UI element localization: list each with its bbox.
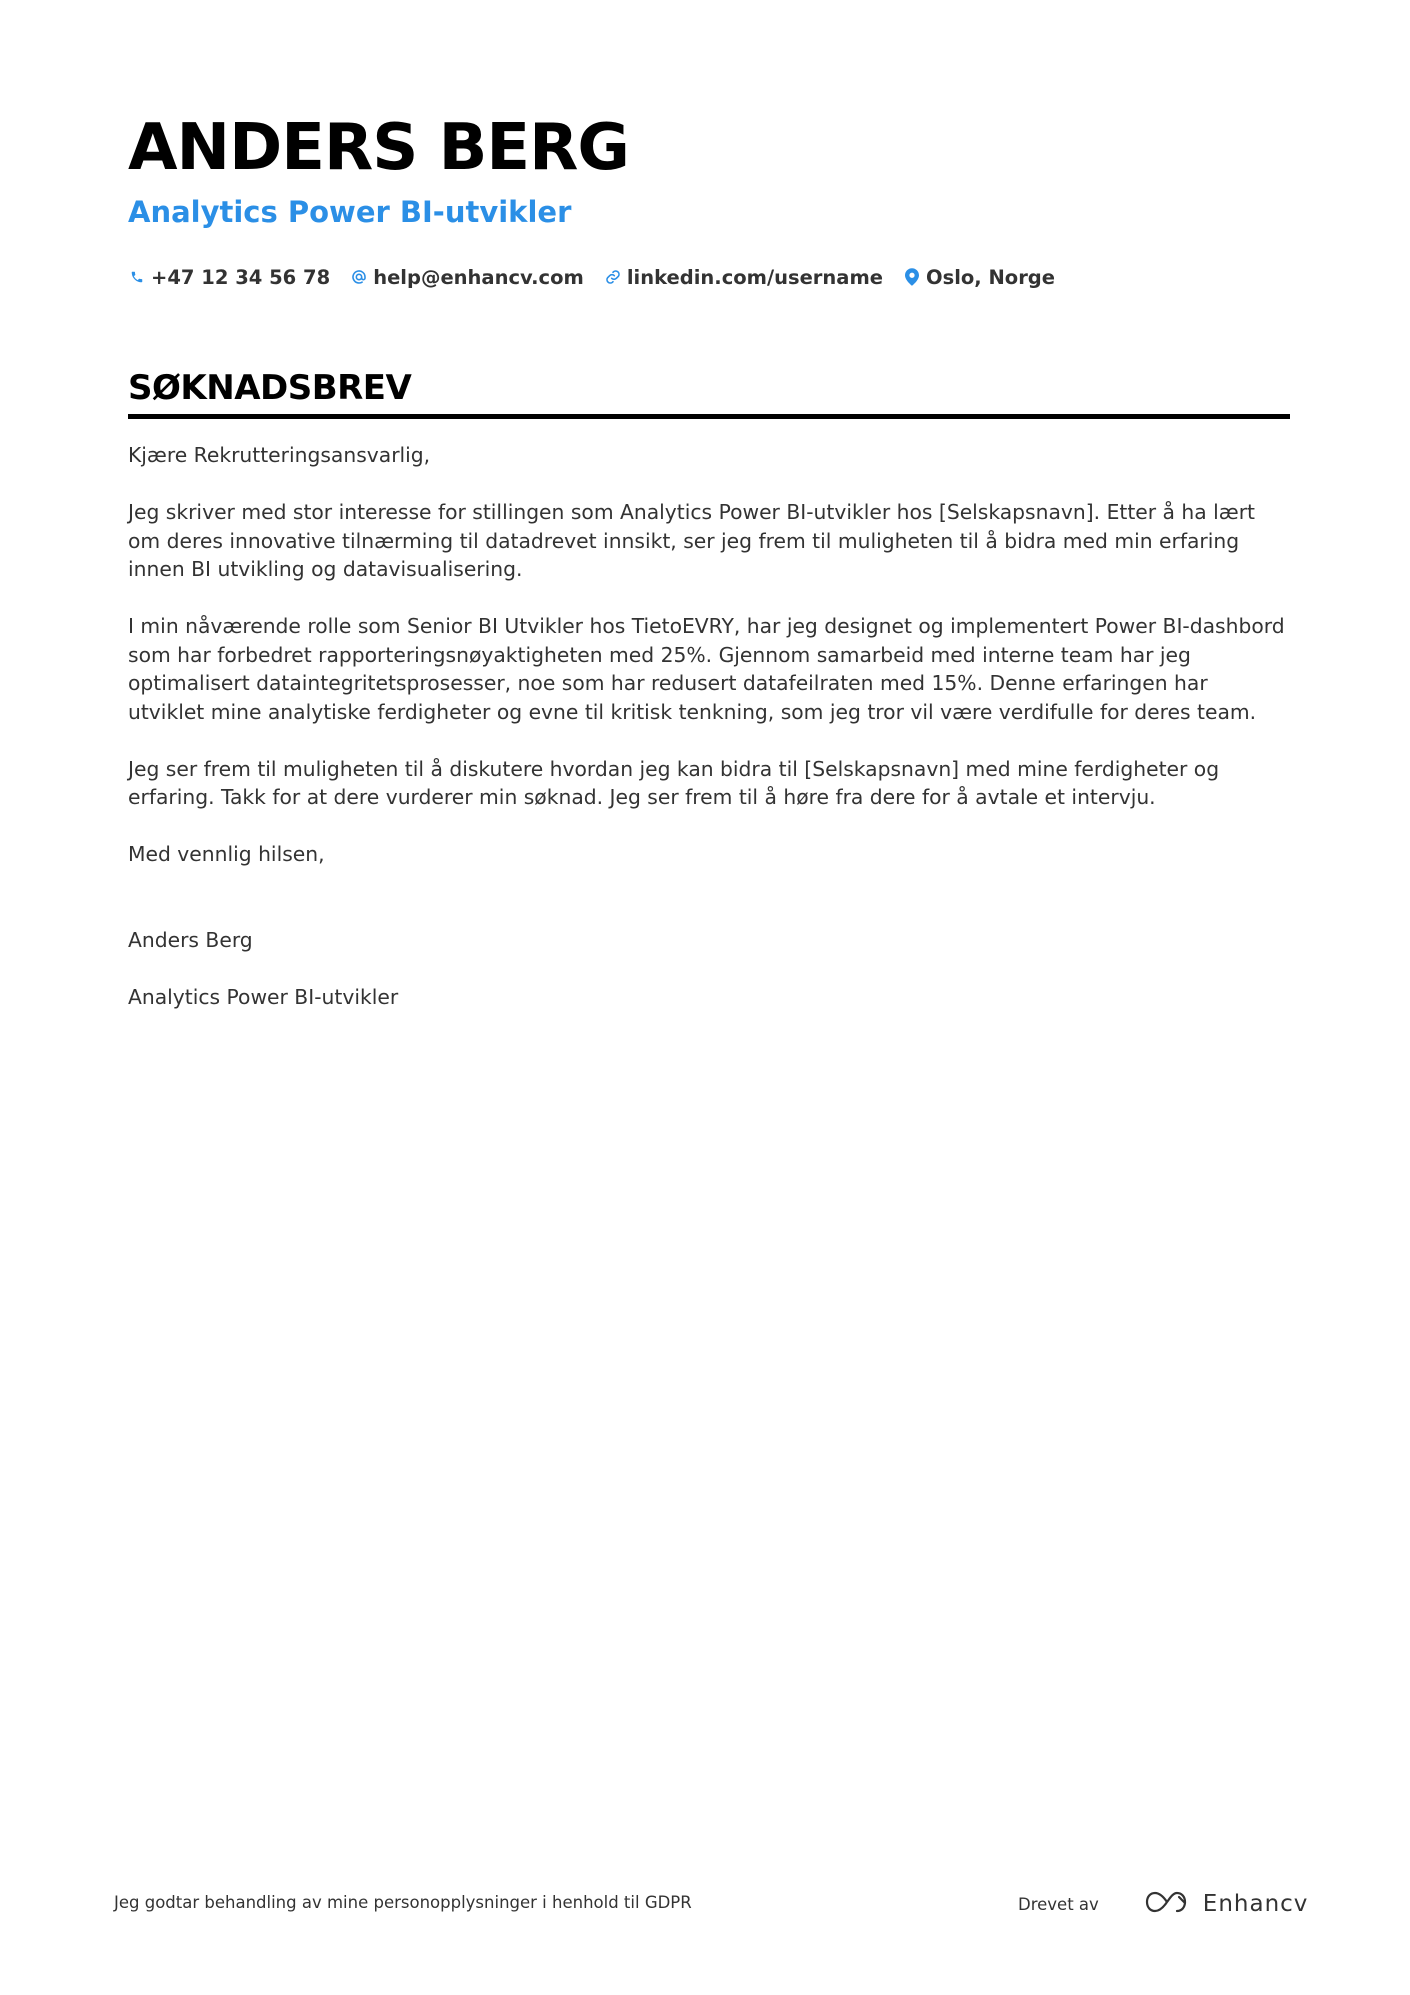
salutation: Kjære Rekrutteringsansvarlig, [128, 443, 431, 467]
candidate-name: ANDERS BERG [128, 111, 629, 185]
paragraph-closing: Jeg ser frem til muligheten til å diskutere hvordan jeg kan bidra til [Selskapsnavn] med mine ferdigheter og erfaring. Takk for at dere vurderer min søknad. Jeg ser frem til å høre fra dere for å avtale et intervju. [128, 756, 1220, 809]
section-title: SØKNADSBREV [128, 368, 412, 408]
contact-linkedin [604, 266, 883, 289]
resume-header [128, 108, 1288, 292]
letter-body [128, 441, 1290, 1011]
infinity-logo-icon [1143, 1889, 1191, 1920]
gdpr-consent: Jeg godtar behandling av mine personopplysninger i henhold til GDPR [114, 1893, 692, 1912]
email-address: help@enhancv.com [373, 265, 584, 289]
powered-by-label: Drevet av [1018, 1894, 1099, 1914]
at-icon [350, 266, 368, 288]
enhancv-logo[interactable] [1143, 1889, 1309, 1920]
powered-by [1018, 1884, 1308, 1924]
signature-title: Analytics Power BI-utvikler [128, 984, 399, 1009]
contact-location [903, 266, 1055, 289]
cover-letter-section [128, 366, 1290, 1040]
contact-phone [128, 266, 330, 289]
phone-number: +47 12 34 56 78 [151, 265, 331, 289]
location: Oslo, Norge [926, 265, 1055, 289]
contact-email [350, 266, 584, 289]
paragraph-experience: I min nåværende rolle som Senior BI Utvikler hos TietoEVRY, har jeg designet og implementert Power BI-dashbord som har forbedret rapporteringsnøyaktigheten med 25%. Gjennom samarbeid med interne team har jeg optimalisert dataintegritetsprosesser, noe som har redusert datafeilraten med 15%. Denne erfaringen har utviklet mine analytiske ferdigheter og evne til kritisk tenkning, som jeg tror vil være verdifulle for deres team. [128, 614, 1285, 724]
phone-icon [128, 266, 146, 288]
section-divider [128, 414, 1290, 419]
contact-bar [128, 262, 1288, 292]
logo-wordmark: Enhancv [1202, 1891, 1309, 1917]
linkedin-url: linkedin.com/username [626, 265, 884, 289]
signature-name: Anders Berg [128, 927, 253, 952]
candidate-title: Analytics Power BI-utvikler [128, 195, 572, 229]
closing-phrase: Med vennlig hilsen, [128, 842, 325, 866]
link-icon [604, 266, 622, 288]
location-pin-icon [903, 266, 921, 288]
paragraph-intro: Jeg skriver med stor interesse for stillingen som Analytics Power BI-utvikler hos [Selskapsnavn]. Etter å ha lært om deres innovative tilnærming til datadrevet innsikt, ser jeg frem til muligheten til å bidra med min erfaring innen BI utvikling og datavisualisering. [128, 500, 1255, 581]
